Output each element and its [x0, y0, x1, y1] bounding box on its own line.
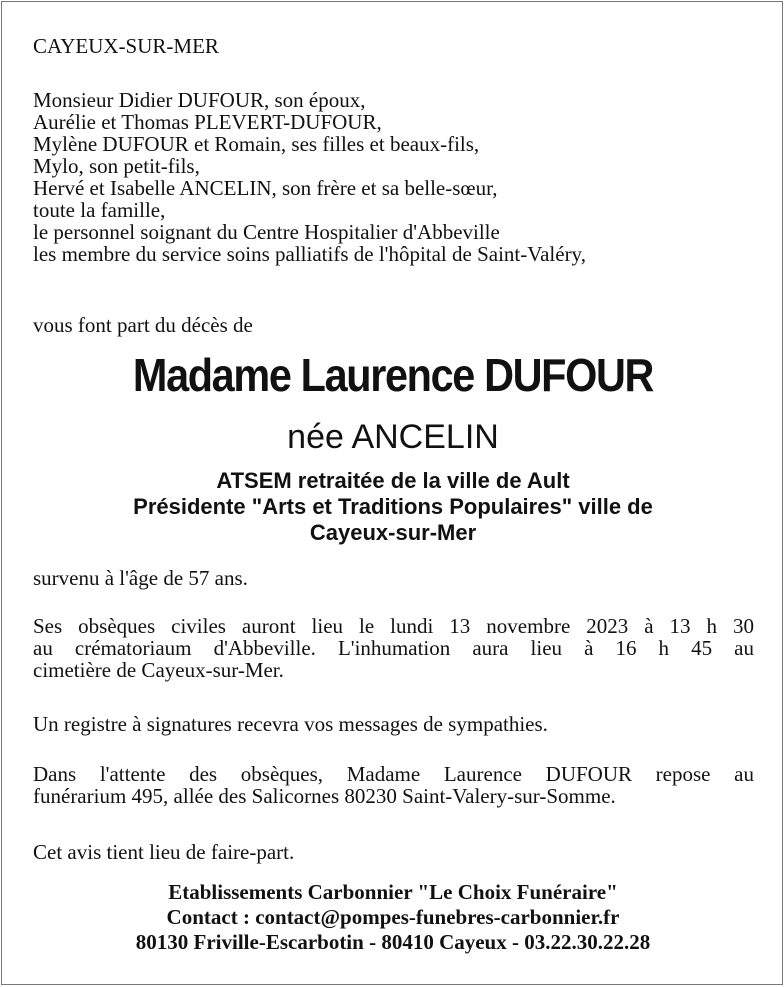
- family-line: Hervé et Isabelle ANCELIN, son frère et sa belle-sœur,: [33, 176, 498, 200]
- funeral-home-name: Etablissements Carbonnier "Le Choix Funéraire": [168, 880, 618, 904]
- family-line: Mylo, son petit-fils,: [33, 154, 200, 178]
- notice-text: Cet avis tient lieu de faire-part.: [33, 840, 295, 864]
- family-line: Aurélie et Thomas PLEVERT-DUFOUR,: [33, 110, 382, 134]
- funeral-home-address: 80130 Friville-Escarbotin - 80410 Cayeux - 03.22.30.22.28: [135, 930, 651, 954]
- title-line: Présidente "Arts et Traditions Populaires" ville de: [133, 494, 653, 519]
- family-line: le personnel soignant du Centre Hospitalier d'Abbeville: [33, 220, 500, 244]
- rest-line: Dans l'attente des obsèques, Madame Laurence DUFOUR repose au: [33, 762, 754, 786]
- funeral-line: au crématoriaum d'Abbeville. L'inhumation aura lieu à 16 h 45 au: [33, 636, 754, 660]
- funeral-home-block: [2, 880, 784, 955]
- rest-location: [33, 763, 754, 807]
- age-text: survenu à l'âge de 57 ans.: [33, 566, 248, 590]
- family-line: les membre du service soins palliatifs de l'hôpital de Saint-Valéry,: [33, 242, 586, 266]
- title-line: ATSEM retraitée de la ville de Ault: [216, 468, 570, 493]
- funeral-line: Ses obsèques civiles auront lieu le lundi 13 novembre 2023 à 13 h 30: [33, 614, 754, 638]
- family-list: [33, 89, 753, 265]
- funeral-home-contact: Contact : contact@pompes-funebres-carbonnier.fr: [166, 905, 620, 929]
- registry-text: Un registre à signatures recevra vos messages de sympathies.: [33, 712, 548, 736]
- family-line: Mylène DUFOUR et Romain, ses filles et beaux-fils,: [33, 132, 480, 156]
- location-heading: CAYEUX-SUR-MER: [33, 34, 219, 58]
- family-line: toute la famille,: [33, 198, 166, 222]
- rest-line: funérarium 495, allée des Salicornes 80230 Saint-Valery-sur-Somme.: [33, 784, 616, 808]
- title-line: Cayeux-sur-Mer: [309, 520, 477, 545]
- deceased-titles: [42, 468, 744, 546]
- maiden-name: née ANCELIN: [287, 418, 499, 456]
- funeral-details: [33, 615, 754, 681]
- obituary-notice: [1, 1, 783, 985]
- intro-text: vous font part du décès de: [33, 313, 253, 337]
- funeral-line: cimetière de Cayeux-sur-Mer.: [33, 658, 284, 682]
- deceased-name: Madame Laurence DUFOUR: [132, 349, 654, 401]
- family-line: Monsieur Didier DUFOUR, son époux,: [33, 88, 366, 112]
